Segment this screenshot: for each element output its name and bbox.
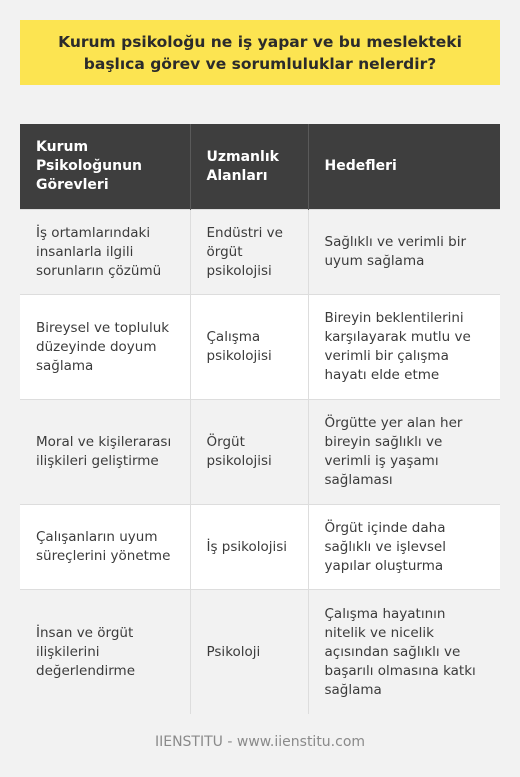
cell-duty: Çalışanların uyum süreçlerini yönetme <box>20 505 190 590</box>
cell-goal: Örgütte yer alan her bireyin sağlıklı ve verimli iş yaşamı sağlaması <box>308 400 500 505</box>
header-duties: Kurum Psikoloğunun Görevleri <box>20 124 190 210</box>
cell-specialty: Çalışma psikolojisi <box>190 295 308 400</box>
cell-specialty: Endüstri ve örgüt psikolojisi <box>190 210 308 295</box>
table-row <box>20 400 500 505</box>
footer-credit: IIENSTITU - www.iienstitu.com <box>154 734 366 750</box>
cell-specialty: Psikoloji <box>190 590 308 715</box>
table-row <box>20 590 500 715</box>
cell-goal: Bireyin beklentilerini karşılayarak mutlu ve verimli bir çalışma hayatı elde etme <box>308 295 500 400</box>
header-goals: Hedefleri <box>308 124 500 210</box>
cell-duty: İş ortamlarındaki insanlarla ilgili sorunların çözümü <box>20 210 190 295</box>
cell-duty: İnsan ve örgüt ilişkilerini değerlendirme <box>20 590 190 715</box>
cell-goal: Sağlıklı ve verimli bir uyum sağlama <box>308 210 500 295</box>
title-banner <box>20 20 500 85</box>
cell-goal: Örgüt içinde daha sağlıklı ve işlevsel yapılar oluşturma <box>308 505 500 590</box>
duties-table <box>20 124 500 714</box>
table-row <box>20 505 500 590</box>
cell-duty: Moral ve kişilerarası ilişkileri geliştirme <box>20 400 190 505</box>
table-header-row <box>20 124 500 210</box>
page-title: Kurum psikoloğu ne iş yapar ve bu meslekteki başlıca görev ve sorumluluklar nelerdir? <box>58 32 462 73</box>
cell-specialty: Örgüt psikolojisi <box>190 400 308 505</box>
cell-duty: Bireysel ve topluluk düzeyinde doyum sağlama <box>20 295 190 400</box>
header-specialties: Uzmanlık Alanları <box>190 124 308 210</box>
table-row <box>20 295 500 400</box>
table-row <box>20 210 500 295</box>
cell-goal: Çalışma hayatının nitelik ve nicelik açısından sağlıklı ve başarılı olmasına katkı sağlama <box>308 590 500 715</box>
cell-specialty: İş psikolojisi <box>190 505 308 590</box>
